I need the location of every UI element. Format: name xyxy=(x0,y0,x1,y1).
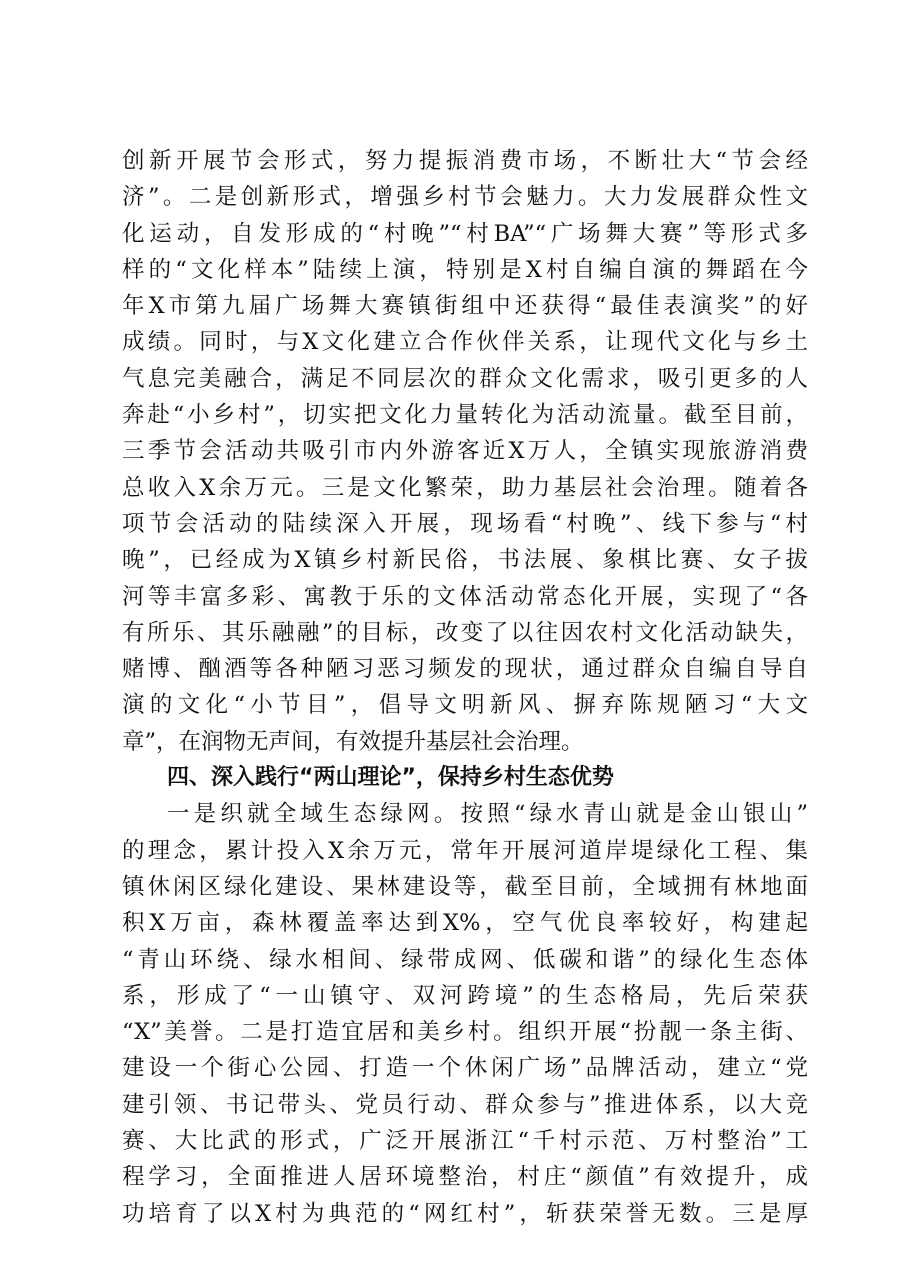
text-line: 有所乐、其乐融融”的目标，改变了以往因农村文化活动缺失， xyxy=(122,619,808,646)
section-heading: 四、深入践行“两山理论”，保持乡村生态优势 xyxy=(167,765,614,791)
text-line: 河等丰富多彩、寓教于乐的文体活动常态化开展，实现了“各 xyxy=(122,583,808,610)
text-line: 镇休闲区绿化建设、果林建设等，截至目前，全域拥有林地面 xyxy=(122,873,808,900)
text-line: 晚”，已经成为X镇乡村新民俗，书法展、象棋比赛、女子拔 xyxy=(122,547,808,574)
text-line: 建设一个街心公园、打造一个休闲广场”品牌活动，建立“党 xyxy=(122,1055,808,1082)
text-line: 建引领、书记带头、党员行动、群众参与”推进体系，以大竞 xyxy=(122,1091,808,1118)
text-line: 章”，在润物无声间，有效提升基层社会治理。 xyxy=(122,728,584,755)
text-line: 济”。二是创新形式，增强乡村节会魅力。大力发展群众性文 xyxy=(122,184,808,211)
text-line: 功培育了以X村为典范的“网红村”，斩获荣誉无数。三是厚 xyxy=(122,1200,808,1227)
text-line: 一是织就全域生态绿网。按照“绿水青山就是金山银山” xyxy=(167,801,808,828)
text-line: 赛、大比武的形式，广泛开展浙江“千村示范、万村整治”工 xyxy=(122,1128,808,1155)
text-line: 气息完美融合，满足不同层次的群众文化需求，吸引更多的人 xyxy=(122,365,808,392)
text-line: “青山环绕、绿水相间、绿带成网、低碳和谐”的绿化生态体 xyxy=(122,946,808,973)
text-line: 样的“文化样本”陆续上演，特别是X村自编自演的舞蹈在今 xyxy=(122,256,808,283)
text-line: 成绩。同时，与X文化建立合作伙伴关系，让现代文化与乡土 xyxy=(122,329,808,356)
text-line: 奔赴“小乡村”，切实把文化力量转化为活动流量。截至目前， xyxy=(122,402,808,429)
text-line: 程学习，全面推进人居环境整治，村庄“颜值”有效提升，成 xyxy=(122,1164,808,1191)
text-line: 三季节会活动共吸引市内外游客近X万人，全镇实现旅游消费 xyxy=(122,438,808,465)
text-line: “X”美誉。二是打造宜居和美乡村。组织开展“扮靓一条主街、 xyxy=(122,1019,808,1046)
text-line: 系，形成了“一山镇守、双河跨境”的生态格局，先后荣获 xyxy=(122,982,808,1009)
text-line: 赌博、酗酒等各种陋习恶习频发的现状，通过群众自编自导自 xyxy=(122,656,808,683)
text-line: 总收入X余万元。三是文化繁荣，助力基层社会治理。随着各 xyxy=(122,474,808,501)
document-body xyxy=(122,143,808,1232)
text-line: 创新开展节会形式，努力提振消费市场，不断壮大“节会经 xyxy=(122,148,808,174)
text-line: 化运动，自发形成的“村晚”“村BA”“广场舞大赛”等形式多 xyxy=(122,220,808,247)
text-line: 年X市第九届广场舞大赛镇街组中还获得“最佳表演奖”的好 xyxy=(122,293,808,320)
text-line: 演的文化“小节目”，倡导文明新风、摒弃陈规陋习“大文 xyxy=(122,692,808,719)
text-line: 项节会活动的陆续深入开展，现场看“村晚”、线下参与“村 xyxy=(122,510,808,537)
text-line: 积X万亩，森林覆盖率达到X%，空气优良率较好，构建起 xyxy=(122,910,808,937)
text-line: 的理念，累计投入X余万元，常年开展河道岸堤绿化工程、集 xyxy=(122,837,808,864)
